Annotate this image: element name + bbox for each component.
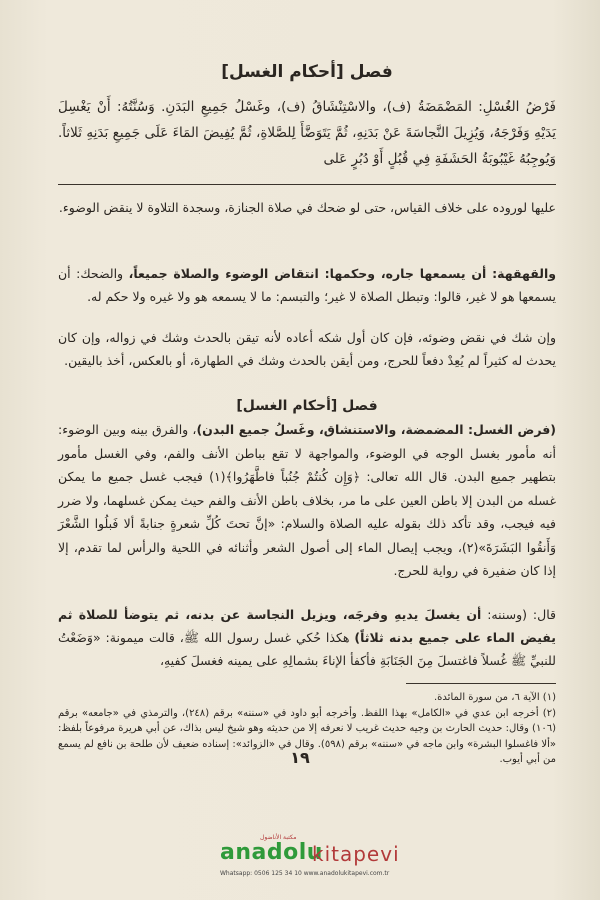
commentary-paragraph-5 <box>58 603 556 672</box>
commentary-text-5: هكذا حُكي غسل رسول الله ﷺ، قالت ميمونة: «وَضَعْتُ للنبيِّ ﷺ غُسلاً فاغتسلَ مِنَ الجَنَابَةِ فأكفأ الإناءَ بشمالِهِ على يمينه فغسلَ كفيهِ، <box>58 630 556 668</box>
logo-contact-line: Whatsapp: 0506 125 34 10 www.anadolukitapevi.com.tr <box>220 870 390 877</box>
section-title-1: فصل [أحكام الغسل] <box>221 62 393 82</box>
commentary-bold-4: (فرض الغسل: المضمضة، والاستنشاق، وغَسلُ جميع البدن) <box>196 422 557 437</box>
logo-kitapevi: kitapevi <box>312 842 400 866</box>
divider-rule <box>58 184 556 185</box>
commentary-text-2: والضحك: أن يسمعها هو لا غير، قالوا: وتبطل الصلاة لا غير؛ والتبسم: ما لا يسمعه هو ولا غيره ولا حكم له. <box>58 266 556 304</box>
section-title-2: فصل [أحكام الغسل] <box>236 398 378 414</box>
logo-arabic-text: مكتبة الأناضول <box>260 834 297 841</box>
page-number: ١٩ <box>290 748 310 767</box>
commentary-text-4: ، والفرق بينه وبين الوضوء: أنه مأمور بغسل الوجه في الوضوء، والمواجهة لا تقع بباطن الأنف والفم، وفي الغسل مأمور بتطهير جميع البدن. قال الله تعالى: ﴿وَإِن كُنتُمْ جُنُباً فاطَّهَرُوا﴾(١) فيجب غسل جميع ما يمكن غسله من البدن إلا باطن العين على ما مر، بخلاف باطن الأنف والفم حيث يمكن غسلهما، ولا ضرر فيه فيجب، وقد تأكد ذلك بقوله عليه الصلاة والسلام: «إنَّ تحتَ كُلِّ شعرةٍ جنابةً ألا فَبلُوا الشَّعْرَ وَأَنقُوا البَشَرَةَ»(٢)، ويجب إيصال الماء إلى أصول الشعر وأثنائه في اللحية والرأس لما تقدم، إلا إذا كان ضفيرة في رواية للحرج. <box>58 422 557 578</box>
matn-text: فَرْضُ الغُسْلِ: المَضْمَضَةُ (ف)، والاسْتِنْشَاقُ (ف)، وغَسْلُ جَمِيعِ البَدَنِ. وَسُنَّتُهُ: أَنْ يَغْسِلَ يَدَيْهِ وَفَرْجَهُ، وَيُزِيلَ النَّجاسَةَ عَنْ بَدَنِهِ، ثُمَّ يَتَوَضَّأَ لِلصَّلاةِ، ثُمَّ يُفِيضَ المَاءَ عَلَى جَمِيعِ بَدَنِهِ ثَلاثاً. وَيُوجِبُهُ غَيْبُوبَةُ الحَشَفَةِ فِي قُبُلٍ أَوْ دُبُرٍ عَلى <box>58 99 556 167</box>
logo-anadolu: anadolu <box>220 840 323 865</box>
commentary-bold-2: والقهقهة: أن يسمعها جاره، وحكمها: انتقاض الوضوء والصلاة جميعاً، <box>128 266 556 281</box>
publisher-logo <box>220 834 400 888</box>
commentary-bold-5: أن يغسلَ يديهِ وفرجَه، ويزيل النجاسة عن بدنه، ثم يتوضأ للصلاة ثم يفيض الماء على جميع بدنه ثلاثاً) <box>58 607 556 645</box>
commentary-paragraph-4 <box>58 418 556 583</box>
commentary-pre-5: قال: (وسننه: <box>481 607 556 622</box>
footnote-1: (١) الآية ٦، من سورة المائدة. <box>434 692 556 703</box>
footnote-2: (٢) أخرجه ابن عدي في «الكامل» بهذا اللفظ. وأخرجه أبو داود في «سننه» برقم (٢٤٨)، والترمذي في «جامعه» برقم (١٠٦) وقال: حديث الحارث بن وجيه حديث غريب لا نعرفه إلا من حديثه وهو شيخ ليس بذاك، عن أبي هريرة مرفوعاً بلفظ: «ألا فاغسلوا البشرة» وابن ماجه في «سننه» برقم (٥٩٨). وقال في «الزوائد»: إسناده ضعيف لأن طلحة بن نافع لم يسمع من أبي أيوب. <box>58 707 556 765</box>
commentary-paragraph-3: وإن شك في نقض وضوئه، فإن كان أول شكه أعاده لأنه تيقن بالحدث وشك في زواله، وإن كان يحدث له كثيراً لم يُعِدْ دفعاً للحرج، ومن أيقن بالحدث وشك في الطهارة، أو بالعكس، أخذ باليقين. <box>58 330 556 368</box>
commentary-paragraph-2 <box>58 262 556 308</box>
footnote-rule <box>406 683 556 684</box>
commentary-paragraph-1: عليها لوروده على خلاف القياس، حتى لو ضحك في صلاة الجنازة، وسجدة التلاوة لا ينقض الوضوء. <box>58 200 556 215</box>
